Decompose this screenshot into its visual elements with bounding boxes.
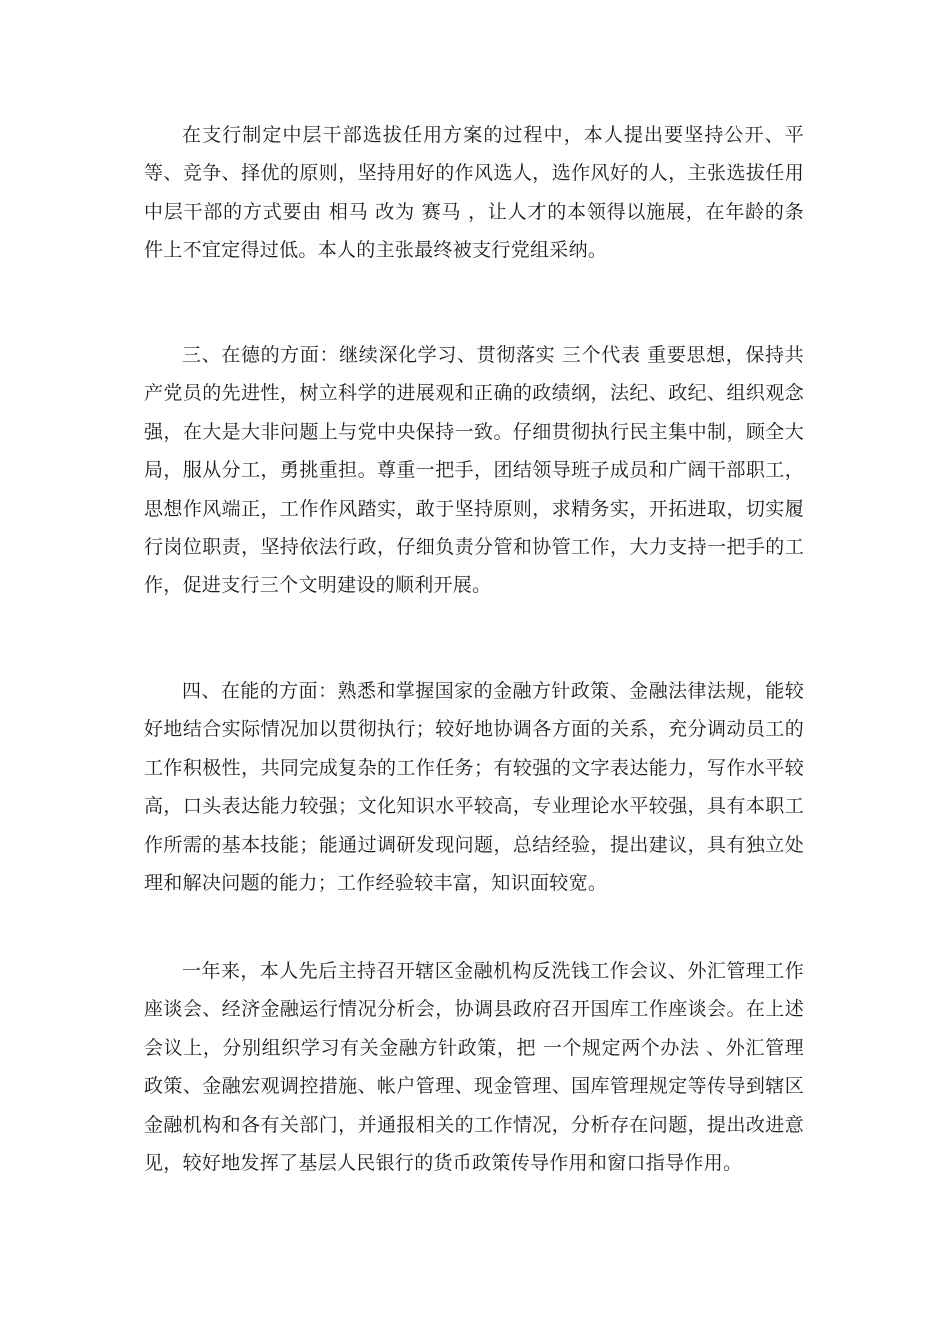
paragraph-ability: 四、在能的方面：熟悉和掌握国家的金融方针政策、金融法律法规，能较好地结合实际情况加以贯彻执行；较好地协调各方面的关系，充分调动员工的工作积极性，共同完成复杂的工作任务；有较强的文字表达能力，写作水平较高，口头表达能力较强；文化知识水平较高，专业理论水平较强，具有本职工作所需的基本技能；能通过调研发现问题，总结经验，提出建议，具有独立处理和解决问题的能力；工作经验较丰富，知识面较宽。 [144, 680, 804, 895]
paragraph-morality: 三、在德的方面：继续深化学习、贯彻落实 三个代表 重要思想，保持共产党员的先进性，树立科学的进展观和正确的政绩纲，法纪、政纪、组织观念强，在大是大非问题上与党中央保持一致。仔细贯彻执行民主集中制，顾全大局，服从分工，勇挑重担。尊重一把手，团结领导班子成员和广阔干部职工，思想作风端正，工作作风踏实，敢于坚持原则，求精务实，开拓进取，切实履行岗位职责，坚持依法行政，仔细负责分管和协管工作，大力支持一把手的工作，促进支行三个文明建设的顺利开展。 [144, 344, 804, 597]
paragraph-meetings: 一年来，本人先后主持召开辖区金融机构反洗钱工作会议、外汇管理工作座谈会、经济金融运行情况分析会，协调县政府召开国库工作座谈会。在上述会议上，分别组织学习有关金融方针政策，把 一个规定两个办法 、外汇管理政策、金融宏观调控措施、帐户管理、现金管理、国库管理规定等传导到辖区金融机构和各有关部门，并通报相关的工作情况，分析存在问题，提出改进意见，较好地发挥了基层人民银行的货币政策传导作用和窗口指导作用。 [144, 960, 804, 1175]
paragraph-cadre-selection: 在支行制定中层干部选拔任用方案的过程中，本人提出要坚持公开、平等、竞争、择优的原则，坚持用好的作风选人，选作风好的人，主张选拔任用中层干部的方式要由 相马 改为 赛马 ，让人才的本领得以施展，在年龄的条件上不宜定得过低。本人的主张最终被支行党组采纳。 [144, 124, 804, 262]
